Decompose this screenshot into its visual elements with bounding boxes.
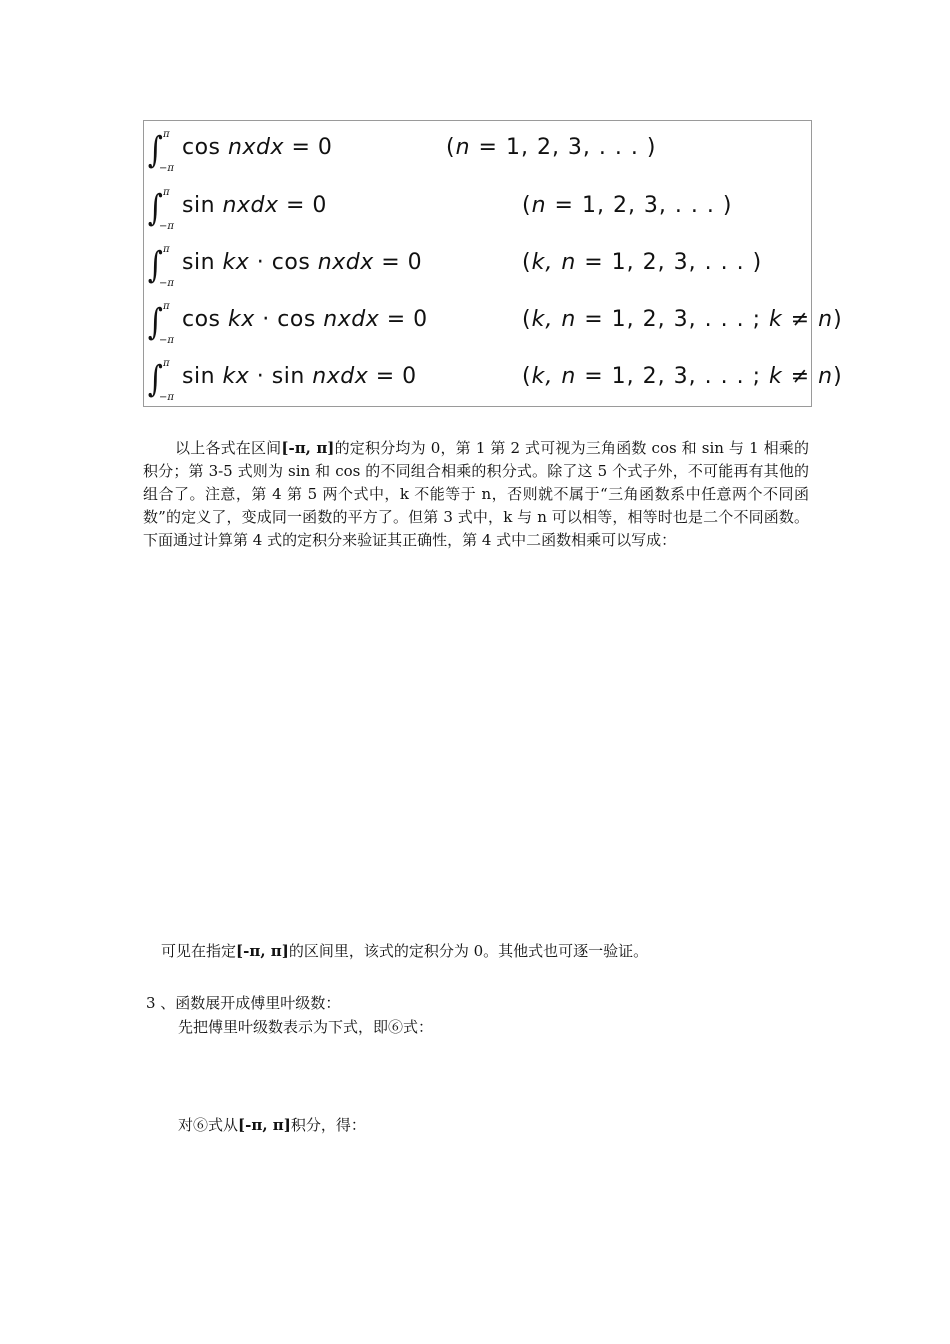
lower-limit: −π — [159, 392, 174, 403]
orthogonality-formula-box — [143, 120, 843, 407]
upper-limit: π — [163, 244, 170, 255]
interval-label: [-π, π] — [236, 942, 289, 960]
integral-sign: ∫ — [147, 245, 163, 286]
para-text-pre: 以上各式在区间 — [175, 439, 282, 457]
condition: (n = 1, 2, 3, . . . ) — [446, 135, 657, 160]
lower-limit: −π — [159, 335, 174, 346]
lower-limit: −π — [159, 278, 174, 289]
condition: (k, n = 1, 2, 3, . . . ; k ≠ n) — [522, 307, 843, 332]
formula-row-3 — [144, 244, 811, 294]
verification-line: 可见在指定[-π, π]的区间里，该式的定积分为 0。其他式也可逐一验证。 — [161, 942, 649, 960]
formula-row-2 — [144, 187, 811, 237]
section-intro-line: 先把傅里叶级数表示为下式，即⑥式： — [178, 1018, 434, 1036]
explanation-paragraph — [143, 437, 809, 552]
integrand: sin kx · sin nxdx = 0 — [182, 364, 417, 389]
formula-row-1 — [144, 129, 811, 179]
formula-row-4 — [144, 301, 843, 351]
para-text-post: 的定积分均为 0，第 1 第 2 式可视为三角函数 cos 和 sin 与 1 相乘的积分；第 3-5 式则为 sin 和 cos 的不同组合相乘的积分式。除了这 5 个式子外，不可能再有其他的组合了。注意，第 4 第 5 两个式中，k 不能等于 n，否则就不属于“三角函数系中任意两个不同函数”的定义了，变成同一函数的平方了。但第 3 式中，k 与 n 可以相等，相等时也是二个不同函数。下面通过计算第 4 式的定积分来验证其正确性，第 4 式中二函数相乘可以写成： — [143, 439, 809, 549]
lower-limit: −π — [159, 163, 174, 174]
integrand: cos kx · cos nxdx = 0 — [182, 307, 428, 332]
integrand: sin kx · cos nxdx = 0 — [182, 250, 423, 275]
upper-limit: π — [163, 129, 170, 140]
integrand: cos nxdx = 0 — [182, 135, 333, 160]
interval-label: [-π, π] — [238, 1116, 291, 1134]
interval-label: [-π, π] — [281, 439, 335, 457]
upper-limit: π — [163, 301, 170, 312]
integral-sign: ∫ — [147, 130, 163, 171]
integral-sign: ∫ — [147, 359, 163, 400]
condition: (k, n = 1, 2, 3, . . . ) — [522, 250, 763, 275]
integral-sign: ∫ — [147, 188, 163, 229]
lower-limit: −π — [159, 221, 174, 232]
integration-line: 对⑥式从[-π, π]积分，得： — [178, 1116, 366, 1134]
section-heading: 3 、函数展开成傅里叶级数： — [146, 994, 341, 1012]
integrand: sin nxdx = 0 — [182, 193, 327, 218]
condition: (n = 1, 2, 3, . . . ) — [522, 193, 733, 218]
upper-limit: π — [163, 187, 170, 198]
formula-row-5 — [144, 358, 843, 408]
condition: (k, n = 1, 2, 3, . . . ; k ≠ n) — [522, 364, 843, 389]
upper-limit: π — [163, 358, 170, 369]
integral-sign: ∫ — [147, 302, 163, 343]
